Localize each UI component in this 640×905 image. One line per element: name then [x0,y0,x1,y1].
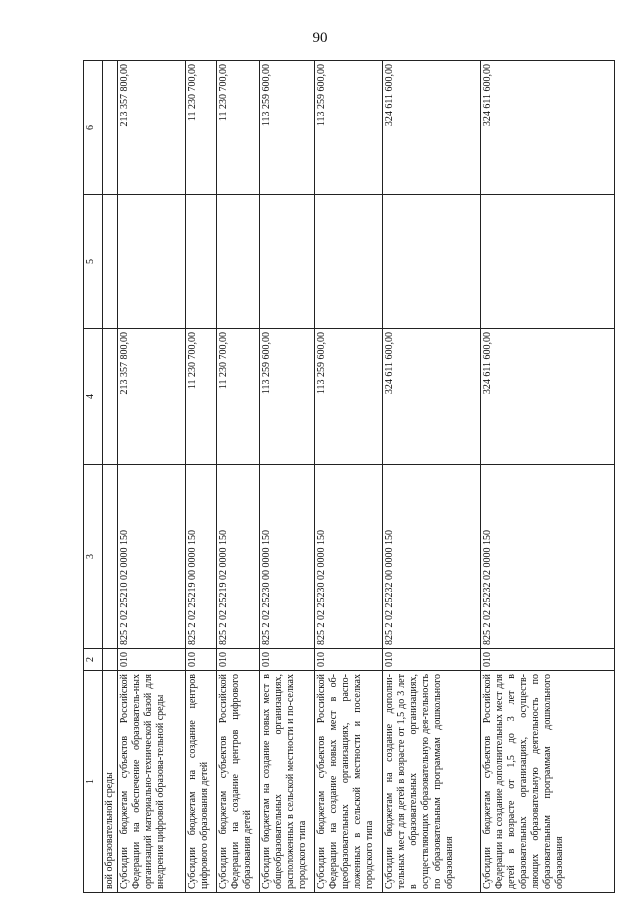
row-amount-col6: 324 611 600,00 [481,61,615,195]
row-kbk: 825 2 02 25219 00 0000 150 [186,465,217,649]
row-name: Субсидии бюджетам на создание дополни-тельных мест для детей в возрасте от 1,5 до 3 лет в образовательных организациях, осуществляющих образовательную дея-тельность по образовательным программам дошкольного образования [383,671,481,893]
row-amount-col5 [217,195,260,329]
row-amount-col6: 113 259 600,00 [260,61,315,195]
row-kbk: 825 2 02 25210 02 0000 150 [118,465,186,649]
row-amount-col5 [383,195,481,329]
table-row [103,61,118,893]
row-amount-col6: 324 611 600,00 [383,61,481,195]
row-amount-col4: 11 230 700,00 [186,329,217,465]
rotated-table-container [83,61,615,893]
row-name: Субсидии бюджетам субъектов Российской Федерации на создание новых мест в об-щеобразовательных организациях, распо-ложенных в сельской местности и поселках городского типа [315,671,383,893]
row-code: 010 [118,649,186,671]
row-amount-col4: 324 611 600,00 [383,329,481,465]
row-code: 010 [217,649,260,671]
row-amount-col6 [103,61,118,195]
row-name: Субсидии бюджетам на создание новых мест в общеобразовательных организациях, расположенных в сельской местности и по-селках городского типа [260,671,315,893]
row-amount-col5 [315,195,383,329]
row-kbk: 825 2 02 25219 02 0000 150 [217,465,260,649]
row-amount-col4: 213 357 800,00 [118,329,186,465]
row-amount-col6: 11 230 700,00 [217,61,260,195]
row-name: вой образовательной среды [103,671,118,893]
row-amount-col4: 324 611 600,00 [481,329,615,465]
header-cell-3: 3 [84,465,103,649]
header-cell-5: 5 [84,195,103,329]
table-row [481,61,615,893]
page-number: 90 [312,30,328,46]
row-code [103,649,118,671]
row-amount-col5 [103,195,118,329]
table-row [217,61,260,893]
table-row [186,61,217,893]
row-name: Субсидии бюджетам субъектов Российской Федерации на создание дополнительных мест для детей в возрасте от 1,5 до 3 лет в образовательных организациях, осуществ-ляющих образовательную деятельность по образовательным программам дошкольного образования [481,671,615,893]
row-kbk: 825 2 02 25230 00 0000 150 [260,465,315,649]
row-code: 010 [481,649,615,671]
row-name: Субсидии бюджетам на создание центров цифрового образования детей [186,671,217,893]
row-amount-col5 [186,195,217,329]
row-amount-col5 [260,195,315,329]
header-cell-2: 2 [84,649,103,671]
header-cell-6: 6 [84,61,103,195]
table-row [260,61,315,893]
row-amount-col4: 113 259 600,00 [260,329,315,465]
row-amount-col6: 213 357 800,00 [118,61,186,195]
row-name: Субсидии бюджетам субъектов Российской Федерации на обеспечение образователь-ных организаций материально-технической базой для внедрения цифровой образова-тельной среды [118,671,186,893]
header-cell-1: 1 [84,671,103,893]
header-cell-4: 4 [84,329,103,465]
row-amount-col4 [103,329,118,465]
row-name: Субсидии бюджетам субъектов Российской Федерации на создание центров цифрового образования детей [217,671,260,893]
row-amount-col5 [481,195,615,329]
row-kbk: 825 2 02 25232 00 0000 150 [383,465,481,649]
row-amount-col6: 113 259 600,00 [315,61,383,195]
row-code: 010 [186,649,217,671]
table-header-row [84,61,103,893]
table-row [383,61,481,893]
table-row [315,61,383,893]
row-amount-col4: 113 259 600,00 [315,329,383,465]
row-amount-col4: 11 230 700,00 [217,329,260,465]
row-code: 010 [315,649,383,671]
row-code: 010 [260,649,315,671]
table-row [118,61,186,893]
row-amount-col5 [118,195,186,329]
row-code: 010 [383,649,481,671]
row-kbk: 825 2 02 25232 02 0000 150 [481,465,615,649]
row-kbk [103,465,118,649]
row-amount-col6: 11 230 700,00 [186,61,217,195]
row-kbk: 825 2 02 25230 02 0000 150 [315,465,383,649]
budget-table [83,60,615,893]
